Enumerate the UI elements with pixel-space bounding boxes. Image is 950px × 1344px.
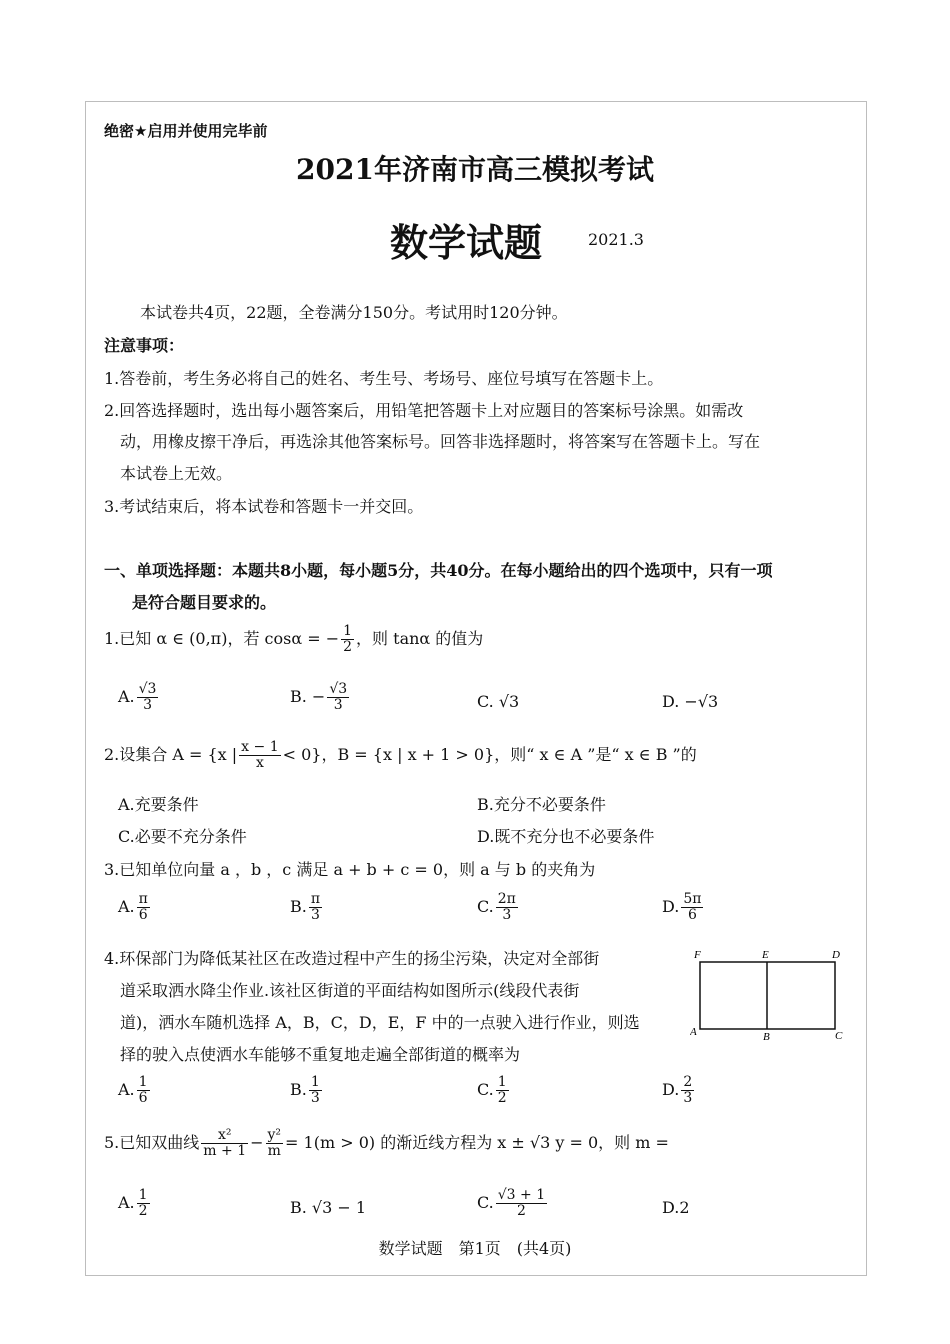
q2-option-b[interactable]: B.充分不必要条件 — [477, 795, 606, 814]
exam-title: 2021年济南市高三模拟考试 — [296, 153, 654, 186]
label-b: B — [763, 1031, 770, 1043]
q3-option-d[interactable]: D. $\frac{5\pi}{6}$ — [662, 891, 702, 923]
secret-label: 绝密★启用并使用完毕前 — [104, 122, 268, 140]
page-frame — [85, 101, 867, 1276]
notice-item: 2.回答选择题时，选出每小题答案后，用铅笔把答题卡上对应题目的答案标号涂黑。如需改 — [104, 401, 744, 420]
label-f: F — [694, 949, 701, 961]
question-2: 2.设集合 A = {x | $\frac{x - 1}{x}$ < 0}，B = {x | x + 1 > 0}，则“ x ∈ A ”是“ x ∈ B ”的 — [104, 739, 697, 771]
q2-option-d[interactable]: D.既不充分也不必要条件 — [477, 827, 655, 846]
question-5: 5.已知双曲线 $\frac{\text{x²}}{m + 1}$ − $\frac{\text{y²}}{m}$ = 1(m > 0) 的渐近线方程为 x ± √3 y = 0，则 m = — [104, 1127, 669, 1159]
section-heading: 一、单项选择题：本题共8小题，每小题5分，共40分。在每小题给出的四个选项中，只有一项 — [104, 561, 773, 580]
q4-option-a[interactable]: A. $\frac{1}{6}$ — [118, 1074, 148, 1106]
notice-item: 1.答卷前，考生务必将自己的姓名、考生号、考场号、座位号填写在答题卡上。 — [104, 369, 664, 388]
q1-option-b[interactable]: B. − $\frac{√3}{3}$ — [290, 681, 348, 713]
q2-option-c[interactable]: C.必要不充分条件 — [118, 827, 247, 846]
q2-option-a[interactable]: A.充要条件 — [118, 795, 199, 814]
q5-option-c[interactable]: C. $\frac{√3 + 1}{2}$ — [477, 1187, 546, 1219]
q4-option-d[interactable]: D. $\frac{2}{3}$ — [662, 1074, 693, 1106]
notice-item: 3.考试结束后，将本试卷和答题卡一并交回。 — [104, 497, 424, 516]
label-a: A — [690, 1026, 697, 1038]
q3-option-b[interactable]: B. $\frac{\pi}{3}$ — [290, 891, 321, 923]
question-3: 3.已知单位向量 a ，b ，c 满足 a + b + c = 0，则 a 与 b 的夹角为 — [104, 860, 596, 879]
notice-item: 动，用橡皮擦干净后，再选涂其他答案标号。回答非选择题时，将答案写在答题卡上。写在 — [120, 432, 761, 451]
street-diagram — [690, 945, 850, 1045]
q4-option-c[interactable]: C. $\frac{1}{2}$ — [477, 1074, 507, 1106]
q1-option-d[interactable]: D. −√3 — [662, 692, 719, 711]
notice-item: 本试卷上无效。 — [120, 464, 233, 483]
label-d: D — [832, 949, 840, 961]
question-4-line: 择的驶入点使洒水车能够不重复地走遍全部街道的概率为 — [120, 1045, 521, 1064]
q5-option-b[interactable]: B. √3 − 1 — [290, 1198, 367, 1217]
label-e: E — [762, 949, 769, 961]
q4-option-b[interactable]: B. $\frac{1}{3}$ — [290, 1074, 320, 1106]
question-4-line: 4.环保部门为降低某社区在改造过程中产生的扬尘污染，决定对全部街 — [104, 949, 600, 968]
q1-option-c[interactable]: C. √3 — [477, 692, 520, 711]
page-footer: 数学试题 第1页 (共4页) — [378, 1239, 572, 1258]
section-heading: 是符合题目要求的。 — [132, 593, 277, 612]
q1-option-a[interactable]: A. $\frac{√3}{3}$ — [118, 681, 157, 713]
q5-option-a[interactable]: A. $\frac{1}{2}$ — [118, 1187, 148, 1219]
notice-heading: 注意事项： — [104, 336, 185, 355]
label-c: C — [835, 1030, 843, 1042]
exam-date: 2021.3 — [588, 230, 644, 249]
question-4-line: 道采取洒水降尘作业.该社区街道的平面结构如图所示(线段代表街 — [120, 981, 580, 1000]
q5-option-d[interactable]: D.2 — [662, 1198, 690, 1217]
subject-title: 数学试题 — [390, 220, 543, 265]
question-1: 1.已知 α ∈ (0,π)，若 cosα = − $\frac{1}{2}$ ，则 tanα 的值为 — [104, 623, 484, 655]
intro-text: 本试卷共4页，22题，全卷满分150分。考试用时120分钟。 — [140, 303, 568, 322]
q3-option-a[interactable]: A. $\frac{\pi}{6}$ — [118, 891, 148, 923]
q3-option-c[interactable]: C. $\frac{2\pi}{3}$ — [477, 891, 516, 923]
question-4-line: 道)，洒水车随机选择 A，B，C，D，E，F 中的一点驶入进行作业，则选 — [120, 1013, 640, 1032]
